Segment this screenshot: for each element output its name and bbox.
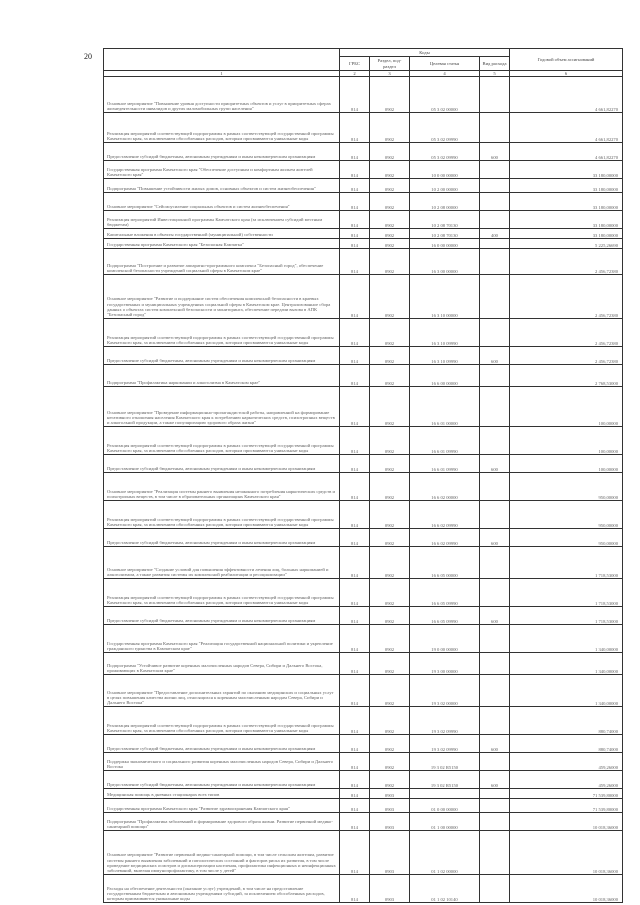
row-name: Основное мероприятие "Повышение уровня доступности приоритетных объектов и услуг в приоритетных сферах жизнедеятельности инвалидов и других маломобильных групп населения" bbox=[104, 77, 340, 113]
table-row bbox=[104, 771, 623, 789]
row-vr bbox=[480, 501, 510, 529]
header-index-4: 4 bbox=[410, 71, 480, 77]
row-sum: 1 340,00000 bbox=[510, 653, 623, 675]
row-razdel: 0902 bbox=[370, 143, 410, 161]
row-grbs: 814 bbox=[340, 607, 370, 625]
table-row bbox=[104, 161, 623, 179]
row-csr: 19 3 02 09990 bbox=[410, 735, 480, 753]
row-csr: 05 3 02 09990 bbox=[410, 143, 480, 161]
row-grbs: 814 bbox=[340, 875, 370, 903]
row-sum: 1 718,53000 bbox=[510, 579, 623, 607]
row-name: Подпрограмма "Устойчивое развитие коренных малочисленных народов Севера, Сибири и Дальнего Востока, проживающих в Камчатском крае" bbox=[104, 653, 340, 675]
page-number: 20 bbox=[84, 52, 92, 61]
row-name: Государственная программа Камчатского края "Реализация государственной национальной политики и укрепление гражданского единства в Камчатском крае" bbox=[104, 625, 340, 653]
row-vr: 600 bbox=[480, 143, 510, 161]
table-row bbox=[104, 625, 623, 653]
row-sum: 880,74000 bbox=[510, 707, 623, 735]
table-row bbox=[104, 579, 623, 607]
row-vr bbox=[480, 473, 510, 501]
table-row bbox=[104, 707, 623, 735]
row-name: Основное мероприятие "Развитие и поддержание систем обеспечения комплексной безопасности в краевых государственных и муниципальных учреждениях социальной сферы в Камчатском крае. Централизованное сбора данных о объектах систем комплексной безопасности и мониторинга, обеспечение передачи вызова в АПК "Безопасный город" bbox=[104, 275, 340, 319]
row-grbs: 814 bbox=[340, 501, 370, 529]
row-grbs: 814 bbox=[340, 319, 370, 347]
row-csr: 01 1 02 00000 bbox=[410, 831, 480, 875]
row-razdel: 0902 bbox=[370, 607, 410, 625]
table-row bbox=[104, 113, 623, 143]
row-vr bbox=[480, 77, 510, 113]
row-grbs: 814 bbox=[340, 249, 370, 275]
row-grbs: 814 bbox=[340, 789, 370, 799]
header-vr: Вид расхода bbox=[480, 57, 510, 71]
table-row bbox=[104, 387, 623, 427]
row-sum: 459,26000 bbox=[510, 753, 623, 771]
row-sum: 100,00000 bbox=[510, 387, 623, 427]
row-grbs: 814 bbox=[340, 771, 370, 789]
row-razdel: 0903 bbox=[370, 799, 410, 813]
table-row bbox=[104, 249, 623, 275]
row-grbs: 814 bbox=[340, 831, 370, 875]
row-name: Предоставление субсидий бюджетным, автономным учреждениям и иным некоммерческим организациям bbox=[104, 347, 340, 365]
table-row bbox=[104, 455, 623, 473]
row-csr: 16 6 01 00000 bbox=[410, 387, 480, 427]
row-sum: 100,00000 bbox=[510, 455, 623, 473]
row-vr bbox=[480, 249, 510, 275]
table-row bbox=[104, 789, 623, 799]
header-csr: Целевая статья bbox=[410, 57, 480, 71]
header-razdel: Раздел, под-раздел bbox=[370, 57, 410, 71]
table-row bbox=[104, 347, 623, 365]
row-name: Основное мероприятие "Реализация системы раннего выявления незаконного потребления наркотических средств и психотропных веществ, в том числе в образовательных организациях Камчатского края" bbox=[104, 473, 340, 501]
row-sum: 71 539,80000 bbox=[510, 789, 623, 799]
table-row bbox=[104, 799, 623, 813]
table-row bbox=[104, 275, 623, 319]
table-row bbox=[104, 365, 623, 387]
row-grbs: 814 bbox=[340, 161, 370, 179]
row-razdel: 0902 bbox=[370, 625, 410, 653]
row-razdel: 0903 bbox=[370, 789, 410, 799]
row-name: Подпрограмма "Профилактика заболеваний и формирование здорового образа жизни. Развитие первичной медико-санитарной помощи" bbox=[104, 813, 340, 831]
row-razdel: 0902 bbox=[370, 547, 410, 579]
row-name: Реализация мероприятий соответствующей подпрограммы в рамках соответствующей государственной программы Камчатского края, за исключением обособленных расходов, которым присваиваются уникальные коды bbox=[104, 319, 340, 347]
row-grbs: 814 bbox=[340, 547, 370, 579]
table-row bbox=[104, 77, 623, 113]
row-vr bbox=[480, 239, 510, 249]
row-grbs: 814 bbox=[340, 707, 370, 735]
row-csr: 19 3 02 00000 bbox=[410, 675, 480, 707]
row-sum: 100,00000 bbox=[510, 427, 623, 455]
row-csr: 10 2 08 70130 bbox=[410, 211, 480, 229]
row-razdel: 0902 bbox=[370, 707, 410, 735]
row-razdel: 0902 bbox=[370, 275, 410, 319]
row-vr bbox=[480, 211, 510, 229]
row-vr bbox=[480, 427, 510, 455]
row-vr bbox=[480, 365, 510, 387]
row-razdel: 0902 bbox=[370, 347, 410, 365]
row-csr: 19 3 02 R5150 bbox=[410, 753, 480, 771]
row-csr: 19 0 00 00000 bbox=[410, 625, 480, 653]
row-vr: 400 bbox=[480, 229, 510, 239]
row-vr bbox=[480, 753, 510, 771]
row-sum: 2 768,53000 bbox=[510, 365, 623, 387]
row-grbs: 814 bbox=[340, 427, 370, 455]
row-vr: 600 bbox=[480, 607, 510, 625]
row-name: Реализация мероприятий соответствующей подпрограммы в рамках соответствующей государственной программы Камчатского края, за исключением обособленных расходов, которым присваиваются уникальные коды bbox=[104, 579, 340, 607]
row-grbs: 814 bbox=[340, 113, 370, 143]
row-name: Предоставление субсидий бюджетным, автономным учреждениям и иным некоммерческим организациям bbox=[104, 607, 340, 625]
row-vr bbox=[480, 625, 510, 653]
table-row bbox=[104, 875, 623, 903]
row-grbs: 814 bbox=[340, 473, 370, 501]
row-razdel: 0902 bbox=[370, 455, 410, 473]
row-sum: 950,00000 bbox=[510, 529, 623, 547]
row-name: Основное мероприятие "Сейсмоусиление социальных объектов и систем жизнеобеспечения" bbox=[104, 193, 340, 211]
row-grbs: 814 bbox=[340, 211, 370, 229]
row-sum: 950,00000 bbox=[510, 501, 623, 529]
row-sum: 10 018,36000 bbox=[510, 813, 623, 831]
row-razdel: 0903 bbox=[370, 813, 410, 831]
row-razdel: 0902 bbox=[370, 77, 410, 113]
row-grbs: 814 bbox=[340, 625, 370, 653]
row-vr bbox=[480, 179, 510, 193]
row-razdel: 0902 bbox=[370, 179, 410, 193]
row-grbs: 814 bbox=[340, 179, 370, 193]
row-razdel: 0902 bbox=[370, 653, 410, 675]
row-sum: 950,00000 bbox=[510, 473, 623, 501]
row-sum: 1 340,00000 bbox=[510, 675, 623, 707]
header-index-5: 5 bbox=[480, 71, 510, 77]
table-row bbox=[104, 319, 623, 347]
header-index-1: 1 bbox=[104, 71, 340, 77]
row-name: Поддержка экономического и социального развития коренных малочисленных народов Севера, Сибири и Дальнего Востока bbox=[104, 753, 340, 771]
row-csr: 16 6 00 00000 bbox=[410, 365, 480, 387]
row-csr: 16 6 02 00000 bbox=[410, 473, 480, 501]
row-vr bbox=[480, 193, 510, 211]
table-row bbox=[104, 735, 623, 753]
row-sum: 1 718,53000 bbox=[510, 607, 623, 625]
row-name: Предоставление субсидий бюджетным, автономным учреждениям и иным некоммерческим организациям bbox=[104, 771, 340, 789]
row-sum: 880,74000 bbox=[510, 735, 623, 753]
row-csr: 10 2 00 00000 bbox=[410, 179, 480, 193]
row-name: Подпрограмма "Профилактика наркомании и алкоголизма в Камчатском крае" bbox=[104, 365, 340, 387]
row-sum: 4 661,82270 bbox=[510, 77, 623, 113]
table-row bbox=[104, 239, 623, 249]
row-sum: 4 661,82270 bbox=[510, 113, 623, 143]
row-razdel: 0902 bbox=[370, 529, 410, 547]
row-csr bbox=[410, 789, 480, 799]
row-sum: 33 180,00000 bbox=[510, 179, 623, 193]
row-csr: 05 3 02 09990 bbox=[410, 113, 480, 143]
row-grbs: 814 bbox=[340, 193, 370, 211]
table-row bbox=[104, 547, 623, 579]
header-grbs: ГРБС bbox=[340, 57, 370, 71]
row-name: Реализация мероприятий соответствующей подпрограммы в рамках соответствующей государственной программы Камчатского края, за исключением обособленных расходов, которым присваиваются уникальные коды bbox=[104, 427, 340, 455]
row-name: Предоставление субсидий бюджетным, автономным учреждениям и иным некоммерческим организациям bbox=[104, 455, 340, 473]
row-vr bbox=[480, 161, 510, 179]
row-grbs: 814 bbox=[340, 365, 370, 387]
row-sum: 2 456,72380 bbox=[510, 249, 623, 275]
row-name: Подпрограмма "Повышение устойчивости жилых домов, основных объектов и систем жизнеобеспечения" bbox=[104, 179, 340, 193]
row-sum: 33 180,00000 bbox=[510, 229, 623, 239]
row-csr: 16 3 00 00000 bbox=[410, 249, 480, 275]
row-csr: 10 0 00 00000 bbox=[410, 161, 480, 179]
row-vr: 600 bbox=[480, 529, 510, 547]
row-vr bbox=[480, 675, 510, 707]
row-grbs: 814 bbox=[340, 799, 370, 813]
row-razdel: 0903 bbox=[370, 831, 410, 875]
row-sum: 10 018,36000 bbox=[510, 875, 623, 903]
table-row bbox=[104, 653, 623, 675]
row-vr: 600 bbox=[480, 347, 510, 365]
row-vr bbox=[480, 113, 510, 143]
row-grbs: 814 bbox=[340, 735, 370, 753]
row-csr: 01 1 02 10140 bbox=[410, 875, 480, 903]
row-vr bbox=[480, 275, 510, 319]
row-razdel: 0902 bbox=[370, 161, 410, 179]
row-grbs: 814 bbox=[340, 387, 370, 427]
row-csr: 19 3 02 R5150 bbox=[410, 771, 480, 789]
row-razdel: 0902 bbox=[370, 365, 410, 387]
row-sum: 10 018,36000 bbox=[510, 831, 623, 875]
row-sum: 1 718,53000 bbox=[510, 547, 623, 579]
row-grbs: 814 bbox=[340, 77, 370, 113]
row-name: Основное мероприятие "Развитие первичной медико-санитарной помощи, в том числе сельским жителям, развитие системы раннего выявления заболеваний и патологических состояний и факторов риска их развития, в том числе проведение медицинских осмотров и диспансеризации населения, профилактика инфекционных и неинфекционных заболеваний, включая иммунопрофилактику, в том числе у детей" bbox=[104, 831, 340, 875]
row-razdel: 0902 bbox=[370, 735, 410, 753]
row-name: Медицинская помощь в дневных стационарах всех типов bbox=[104, 789, 340, 799]
row-razdel: 0902 bbox=[370, 387, 410, 427]
row-name: Основное мероприятие "Проведение информационно-пропагандистской работы, направленной на формирование негативного отношения населения Камчатского края к потреблению наркотических средств, психотропных веществ и алкогольной продукции, а также популяризацию здорового образа жизни" bbox=[104, 387, 340, 427]
table-row bbox=[104, 179, 623, 193]
row-csr: 16 6 05 09990 bbox=[410, 607, 480, 625]
row-sum: 4 661,82270 bbox=[510, 143, 623, 161]
table-row bbox=[104, 607, 623, 625]
row-grbs: 814 bbox=[340, 675, 370, 707]
row-sum: 459,26000 bbox=[510, 771, 623, 789]
row-vr bbox=[480, 653, 510, 675]
row-grbs: 814 bbox=[340, 455, 370, 473]
row-razdel: 0902 bbox=[370, 319, 410, 347]
table-row bbox=[104, 427, 623, 455]
header-index-3: 3 bbox=[370, 71, 410, 77]
row-razdel: 0902 bbox=[370, 211, 410, 229]
row-csr: 16 6 02 09990 bbox=[410, 529, 480, 547]
row-grbs: 814 bbox=[340, 143, 370, 161]
row-vr bbox=[480, 707, 510, 735]
table-row bbox=[104, 501, 623, 529]
row-csr: 19 3 00 00000 bbox=[410, 653, 480, 675]
row-csr: 19 3 02 09990 bbox=[410, 707, 480, 735]
table-row bbox=[104, 193, 623, 211]
row-grbs: 814 bbox=[340, 239, 370, 249]
row-csr: 01 1 00 00000 bbox=[410, 813, 480, 831]
row-razdel: 0902 bbox=[370, 427, 410, 455]
table-row bbox=[104, 813, 623, 831]
row-vr: 600 bbox=[480, 771, 510, 789]
row-vr bbox=[480, 799, 510, 813]
row-grbs: 814 bbox=[340, 813, 370, 831]
row-vr bbox=[480, 547, 510, 579]
row-sum: 33 180,00000 bbox=[510, 161, 623, 179]
row-name: Государственная программа Камчатского края "Безопасная Камчатка" bbox=[104, 239, 340, 249]
row-grbs: 814 bbox=[340, 529, 370, 547]
row-name: Государственная программа Камчатского края "Развитие здравоохранения Камчатского края" bbox=[104, 799, 340, 813]
row-csr: 16 3 10 09990 bbox=[410, 319, 480, 347]
row-name: Расходы на обеспечение деятельности (оказание услуг) учреждений, в том числе на предоставление государственным бюджетным и автономным учреждениям субсидий, за исключением обособленных расходов, которым присваиваются уникальные коды bbox=[104, 875, 340, 903]
header-index-2: 2 bbox=[340, 71, 370, 77]
row-razdel: 0902 bbox=[370, 675, 410, 707]
header-codes: Коды bbox=[340, 49, 510, 57]
row-razdel: 0902 bbox=[370, 771, 410, 789]
row-razdel: 0903 bbox=[370, 875, 410, 903]
row-csr: 16 3 10 00000 bbox=[410, 275, 480, 319]
row-razdel: 0902 bbox=[370, 579, 410, 607]
row-name: Предоставление субсидий бюджетным, автономным учреждениям и иным некоммерческим организациям bbox=[104, 735, 340, 753]
row-razdel: 0902 bbox=[370, 473, 410, 501]
table-body bbox=[104, 77, 623, 903]
row-csr: 16 6 02 09990 bbox=[410, 501, 480, 529]
row-razdel: 0902 bbox=[370, 501, 410, 529]
table-row bbox=[104, 529, 623, 547]
row-razdel: 0902 bbox=[370, 239, 410, 249]
budget-table bbox=[103, 48, 623, 903]
row-grbs: 814 bbox=[340, 653, 370, 675]
row-vr bbox=[480, 789, 510, 799]
row-csr: 16 6 01 09990 bbox=[410, 455, 480, 473]
row-name: Капитальные вложения в объекты государственной (муниципальной) собственности bbox=[104, 229, 340, 239]
row-csr: 01 0 00 00000 bbox=[410, 799, 480, 813]
row-csr: 16 0 00 00000 bbox=[410, 239, 480, 249]
table-row bbox=[104, 143, 623, 161]
row-sum: 1 340,00000 bbox=[510, 625, 623, 653]
row-vr bbox=[480, 387, 510, 427]
table-row bbox=[104, 831, 623, 875]
row-razdel: 0902 bbox=[370, 193, 410, 211]
row-sum: 33 180,00000 bbox=[510, 193, 623, 211]
row-vr bbox=[480, 831, 510, 875]
table-row bbox=[104, 211, 623, 229]
row-name: Реализация мероприятий соответствующей подпрограммы в рамках соответствующей государственной программы Камчатского края, за исключением обособленных расходов, которым присваиваются уникальные коды bbox=[104, 707, 340, 735]
row-sum: 5 225,26690 bbox=[510, 239, 623, 249]
header-sum: Годовой объем ассигнований bbox=[510, 49, 623, 71]
row-name: Подпрограмма "Построение и развитие аппаратно-программного комплекса "Безопасный город", обеспечение комплексной безопасности учреждений социальной сферы в Камчатском крае" bbox=[104, 249, 340, 275]
row-vr: 600 bbox=[480, 735, 510, 753]
row-name: Государственная программа Камчатского края "Обеспечение доступным и комфортным жильем жителей Камчатского края" bbox=[104, 161, 340, 179]
row-razdel: 0902 bbox=[370, 753, 410, 771]
row-grbs: 814 bbox=[340, 229, 370, 239]
table-row bbox=[104, 753, 623, 771]
row-vr bbox=[480, 319, 510, 347]
row-grbs: 814 bbox=[340, 347, 370, 365]
row-vr bbox=[480, 579, 510, 607]
row-sum: 2 456,72380 bbox=[510, 275, 623, 319]
table-row bbox=[104, 675, 623, 707]
row-name: Реализация мероприятий Инвестиционной программы Камчатского края (за исключением субсидий местным бюджетам) bbox=[104, 211, 340, 229]
row-sum: 71 539,80000 bbox=[510, 799, 623, 813]
table-row bbox=[104, 473, 623, 501]
row-csr: 10 2 08 00000 bbox=[410, 193, 480, 211]
row-name: Основное мероприятие "Предоставление дополнительных гарантий по оказанию медицинских и социальных услуг в целях повышения качества жизни лиц, относящихся к коренным малочисленным народам Севера, Сибири и Дальнего Востока" bbox=[104, 675, 340, 707]
table-row bbox=[104, 229, 623, 239]
row-csr: 16 6 01 09990 bbox=[410, 427, 480, 455]
row-csr: 16 6 05 00000 bbox=[410, 547, 480, 579]
row-name: Предоставление субсидий бюджетным, автономным учреждениям и иным некоммерческим организациям bbox=[104, 143, 340, 161]
row-csr: 10 2 08 70130 bbox=[410, 229, 480, 239]
row-grbs: 814 bbox=[340, 579, 370, 607]
row-sum: 2 456,72380 bbox=[510, 347, 623, 365]
row-name: Реализация мероприятий соответствующей подпрограммы в рамках соответствующей государственной программы Камчатского края, за исключением обособленных расходов, которым присваиваются уникальные коды bbox=[104, 501, 340, 529]
row-vr bbox=[480, 875, 510, 903]
row-csr: 05 3 02 00000 bbox=[410, 77, 480, 113]
header-name-cell bbox=[104, 49, 340, 71]
row-grbs: 814 bbox=[340, 753, 370, 771]
row-razdel: 0902 bbox=[370, 113, 410, 143]
row-razdel: 0902 bbox=[370, 249, 410, 275]
row-sum: 2 456,72380 bbox=[510, 319, 623, 347]
header-index-6: 6 bbox=[510, 71, 623, 77]
row-name: Предоставление субсидий бюджетным, автономным учреждениям и иным некоммерческим организациям bbox=[104, 529, 340, 547]
row-csr: 16 3 10 09990 bbox=[410, 347, 480, 365]
row-sum: 33 180,00000 bbox=[510, 211, 623, 229]
row-csr: 16 6 05 09990 bbox=[410, 579, 480, 607]
row-vr: 600 bbox=[480, 455, 510, 473]
row-name: Реализация мероприятий соответствующей подпрограммы в рамках соответствующей государственной программы Камчатского края, за исключением обособленных расходов, которым присваиваются уникальные коды bbox=[104, 113, 340, 143]
row-razdel: 0902 bbox=[370, 229, 410, 239]
row-name: Основное мероприятие "Создание условий для повышения эффективности лечения лиц, больных наркоманией и алкоголизмом, а также развития системы их комплексной реабилитации и ресоциализации" bbox=[104, 547, 340, 579]
row-grbs: 814 bbox=[340, 275, 370, 319]
row-vr bbox=[480, 813, 510, 831]
